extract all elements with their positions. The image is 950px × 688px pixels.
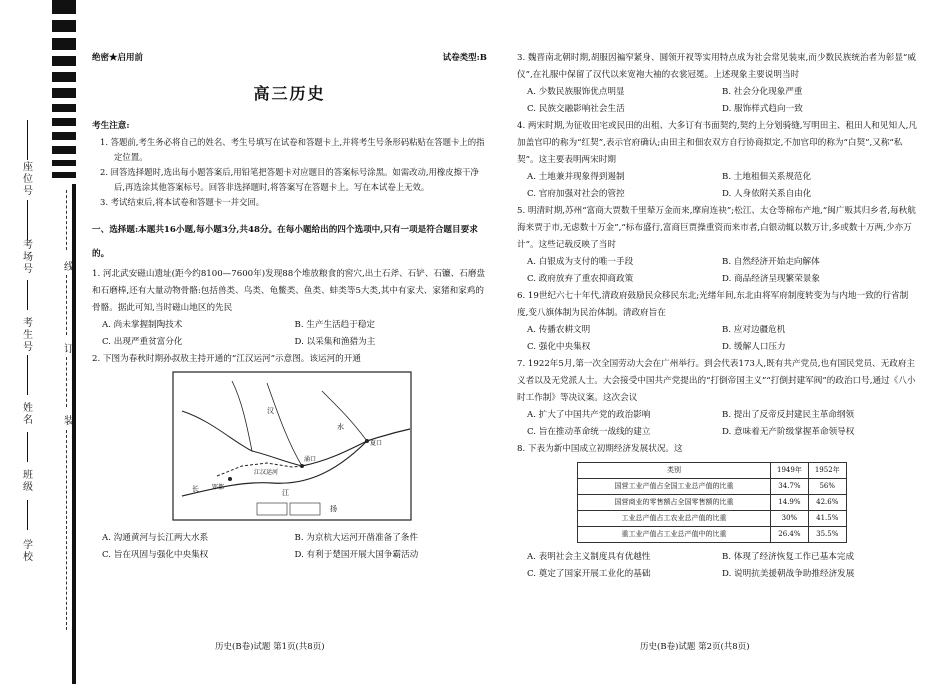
map-label: 江 [282, 489, 289, 497]
question-4 [517, 118, 917, 203]
question-7 [517, 356, 917, 441]
note-item: 3. 考试结束后,将本试卷和答题卡一并交回。 [100, 197, 265, 207]
option-a: A. 表明社会主义制度具有优越性 [527, 552, 651, 562]
binding-stripe [52, 0, 76, 14]
option-c: C. 政府放弃了重农抑商政策 [527, 274, 634, 284]
binding-margin [0, 0, 80, 688]
option-a: A. 沟通黄河与长江两大水系 [102, 533, 209, 543]
binding-stripe [52, 20, 76, 32]
question-2 [92, 351, 487, 564]
question-1 [92, 266, 487, 351]
table-cell: 国营工业产值占全国工业总产值的比重 [578, 479, 771, 495]
question-stem: 2. 下图为春秋时期孙叔敖主持开通的“江汉运河”示意图。该运河的开通 [92, 354, 361, 364]
margin-char-zhuang: 装 [64, 416, 74, 427]
paper-type: 试卷类型:B [442, 53, 487, 63]
scale-box [257, 503, 287, 515]
fill-line [27, 280, 28, 310]
option-c: C. 官府加强对社会的管控 [527, 189, 625, 199]
table-cell: 41.5% [808, 511, 846, 527]
table-row [578, 511, 847, 527]
option-a: A. 传播农耕文明 [527, 325, 591, 335]
table-cell: 56% [808, 479, 846, 495]
note-item: 1. 答题前,考生务必将自己的姓名、考生号填写在试卷和答题卡上,并将考生号条形码粘贴在答题卡上的指定位置。 [100, 137, 485, 162]
fill-line [27, 200, 28, 240]
table-header: 类别 [578, 463, 771, 479]
map-label: 水 [337, 423, 344, 431]
city-marker [228, 477, 232, 481]
option-a: A. 土地兼并现象得到遏制 [527, 172, 625, 182]
table-header: 1949年 [771, 463, 809, 479]
scale-box [290, 503, 320, 515]
option-b: B. 为京杭大运河开凿准备了条件 [294, 533, 418, 543]
option-c: C. 旨在巩固与强化中央集权 [102, 550, 209, 560]
margin-char-ding: 订 [64, 344, 74, 355]
fill-line [27, 432, 28, 462]
class-label: 班级 [23, 470, 33, 493]
table-cell: 重工业产值占工业总产值中的比重 [578, 527, 771, 543]
fill-line [27, 500, 28, 530]
map-label: 汉 [267, 407, 274, 415]
question-3 [517, 50, 917, 118]
page-header [92, 50, 487, 67]
map-label: 扬 [330, 505, 337, 513]
cut-line [66, 357, 68, 407]
option-b: B. 体现了经济恢复工作已基本完成 [722, 552, 855, 562]
seat-number-label: 座位号 [23, 162, 33, 197]
table-header: 1952年 [808, 463, 846, 479]
table-cell: 34.7% [771, 479, 809, 495]
option-b: B. 土地租佃关系规范化 [722, 172, 812, 182]
question-stem: 4. 两宋时期,为征收田宅或民田的出租、大多订有书面契约,契约上分划骑缝,写明田主、租田人和见知人,凡加盖官印的称为“红契”,表示官府确认;由田主和佃农双方自行协商拟定,不加官印的称为“白契”,又称“私契”。这主要表明两宋时期 [517, 121, 917, 165]
question-stem: 1. 河北武安磁山遗址(距今约8100—7600年)发现88个堆放粮食的窖穴,出土石斧、石铲、石镰、石磨盘和石磨棒,还有大量动物骨骼:包括兽类、鸟类、龟鳖类、鱼类、蚌类等5大类,其中有家犬、家猪和家鸡的骨骼。据此可知,当时磁山地区的先民 [92, 269, 486, 313]
note-item: 2. 回答选择题时,选出每小题答案后,用铅笔把答题卡对应题目的答案标号涂黑。如需改动,用橡皮擦干净后,再选涂其他答案标号。回答非选择题时,将答案写在答题卡上。写在本试卷上无效。 [100, 167, 479, 192]
table-cell: 42.6% [808, 495, 846, 511]
option-d: D. 缓解人口压力 [722, 342, 786, 352]
notes-list [92, 135, 487, 210]
question-stem: 3. 魏晋南北朝时期,胡服因褊窄紧身、圆领开衩等实用特点成为社会常见装束,而少数民族统治者为彰显“威仪”,在礼服中保留了汉代以来宽袍大袖的衣裳冠冕。上述现象主要说明当时 [517, 53, 916, 80]
option-c: C. 奠定了国家开展工业化的基础 [527, 569, 651, 579]
question-6 [517, 288, 917, 356]
binding-stripe [52, 38, 76, 50]
question-stem: 7. 1922年5月,第一次全国劳动大会在广州举行。到会代表173人,既有共产党员,也有国民党员、无政府主义者以及无党派人士。大会接受中国共产党提出的“打倒帝国主义”“打倒封建军阀”的政治口号,通过《八小时工作制》等决议案。这次会议 [517, 359, 916, 403]
cut-line [66, 190, 68, 250]
table-cell: 35.5% [808, 527, 846, 543]
option-a: A. 少数民族服饰优点明显 [527, 87, 625, 97]
option-d: D. 服饰样式趋向一致 [722, 104, 803, 114]
page-title: 高三历史 [253, 84, 326, 103]
binding-stripe [52, 160, 76, 166]
question-stem: 6. 19世纪六七十年代,清政府鼓励民众移民东北;光绪年间,东北由将军府制度转变为与内地一致的行省制度,变八旗体制为民治体制。清政府旨在 [517, 291, 909, 318]
table-cell: 工业总产值占工农业总产值的比重 [578, 511, 771, 527]
question-stem: 5. 明清时期,苏州“富商大贾数千里辇万金而来,摩肩连袂”;松江、太仓等棉布产地,“闽广贩其归乡者,每秋航海来贾于市,无虑数十万金”,“标布盛行,富商巨贾操重资而来市者,白银动辄以数万计,多或数十万两,少亦万计”。这些记载反映了当时 [517, 206, 916, 250]
confidential-mark: 绝密★启用前 [92, 53, 144, 63]
fill-line [27, 120, 28, 160]
right-page [517, 50, 917, 583]
table-row [578, 495, 847, 511]
binding-stripe [52, 72, 76, 82]
option-d: D. 说明抗美援朝战争助推经济发展 [722, 569, 855, 579]
table-cell: 国营商业的零售额占全国零售额的比重 [578, 495, 771, 511]
canal-map [172, 371, 412, 521]
binding-stripe [52, 118, 76, 126]
binding-stripe [52, 132, 76, 140]
page-footer: 历史(B卷)试题 第1页(共8页) [215, 642, 325, 652]
exam-room-label: 考场号 [23, 240, 33, 275]
option-d: D. 以采集和渔猎为主 [294, 337, 376, 347]
table-cell: 30% [771, 511, 809, 527]
option-c: C. 出现严重贫富分化 [102, 337, 183, 347]
fill-line [27, 355, 28, 395]
option-b: B. 自然经济开始走向解体 [722, 257, 820, 267]
option-c: C. 旨在推动革命统一战线的建立 [527, 427, 651, 437]
option-c: C. 民族交融影响社会生活 [527, 104, 625, 114]
table-header-row [578, 463, 847, 479]
candidate-number-label: 考生号 [23, 318, 33, 353]
binding-stripe [52, 146, 76, 154]
option-b: B. 提出了反帝反封建民主革命纲领 [722, 410, 855, 420]
city-marker [365, 439, 369, 443]
city-label: 涌口 [304, 456, 317, 463]
name-label: 姓名 [23, 403, 33, 426]
option-a: A. 尚未掌握制陶技术 [102, 320, 183, 330]
economy-table [577, 462, 847, 543]
table-row [578, 527, 847, 543]
school-label: 学校 [23, 540, 33, 563]
binding-stripe [52, 56, 76, 66]
question-5 [517, 203, 917, 288]
capital-label: 郢都 [212, 484, 225, 491]
table-cell: 14.9% [771, 495, 809, 511]
option-b: B. 应对边疆危机 [722, 325, 786, 335]
map-label: 长 [192, 485, 199, 493]
binding-stripe [52, 104, 76, 112]
table-row [578, 479, 847, 495]
option-d: D. 人身依附关系自由化 [722, 189, 812, 199]
city-marker [300, 464, 304, 468]
option-a: A. 扩大了中国共产党的政治影响 [527, 410, 651, 420]
option-b: B. 生产生活趋于稳定 [294, 320, 376, 330]
table-cell: 26.4% [771, 527, 809, 543]
canal-label: 江汉运河 [254, 469, 279, 476]
section-heading: 一、选择题:本题共16小题,每小题3分,共48分。在每小题给出的四个选项中,只有一项是符合题目要求的。 [92, 225, 478, 259]
margin-char-line: 线 [64, 262, 74, 273]
cut-line [66, 275, 68, 335]
city-label: 夏口 [370, 440, 383, 447]
option-d: D. 意味着无产阶级掌握革命领导权 [722, 427, 855, 437]
option-c: C. 强化中央集权 [527, 342, 591, 352]
option-d: D. 商品经济呈现繁荣景象 [722, 274, 820, 284]
question-8 [517, 441, 917, 583]
option-a: A. 白银成为支付的唯一手段 [527, 257, 634, 267]
option-b: B. 社会分化现象严重 [722, 87, 803, 97]
page-footer: 历史(B卷)试题 第2页(共8页) [640, 642, 750, 652]
question-stem: 8. 下表为新中国成立初期经济发展状况。这 [517, 444, 683, 454]
binding-stripe [52, 172, 76, 178]
cut-line [66, 430, 68, 630]
notes-title: 考生注意: [92, 121, 130, 131]
option-d: D. 有利于楚国开展大国争霸活动 [294, 550, 419, 560]
binding-stripe [52, 88, 76, 98]
left-page [92, 50, 487, 564]
